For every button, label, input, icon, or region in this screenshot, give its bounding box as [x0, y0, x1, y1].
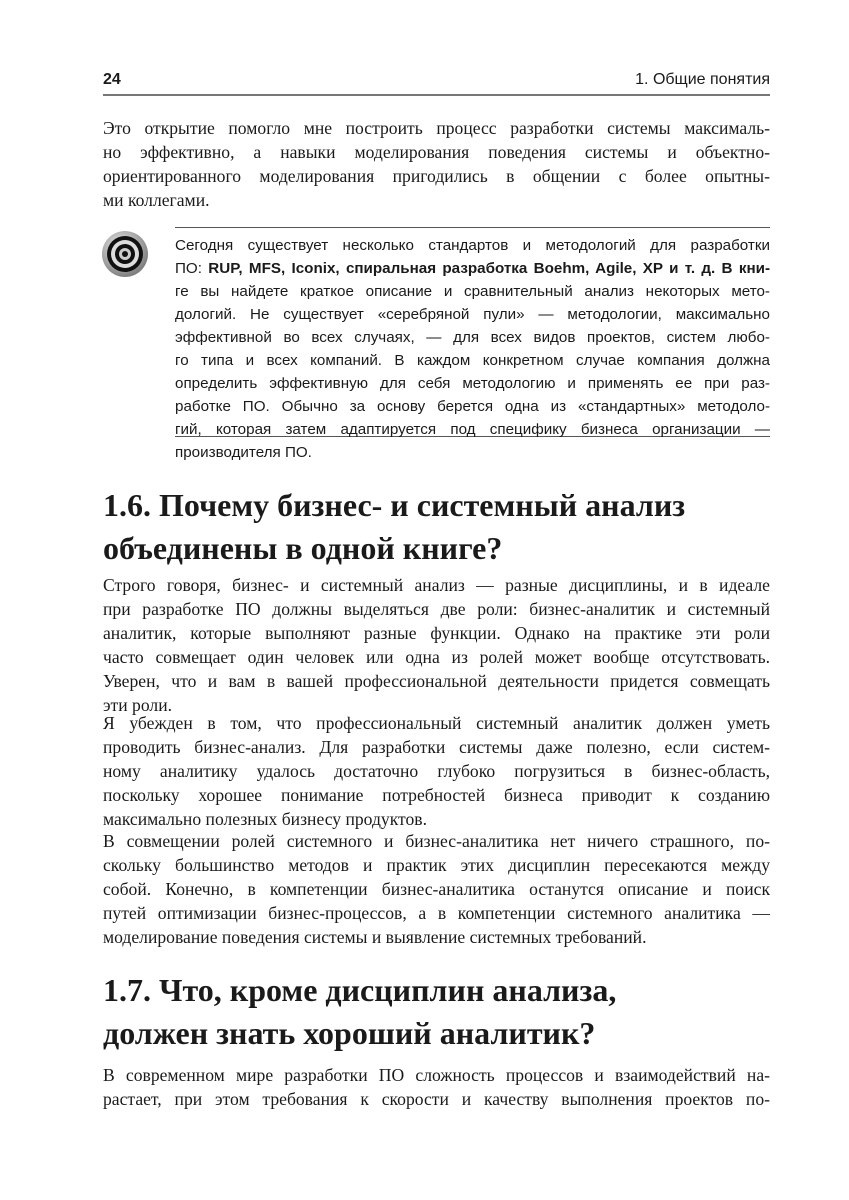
text: гий, которая затем адаптируется под специфику бизнеса организации —	[175, 421, 770, 438]
heading-line: должен знать хороший аналитик?	[103, 1015, 596, 1051]
note-line	[175, 418, 770, 441]
note-line	[175, 395, 770, 418]
text-line: В современном мире разработки ПО сложность процессов и взаимодействий на-	[103, 1065, 770, 1085]
text-line: часто совмещает один человек или одна из ролей может вообще отсутствовать.	[103, 647, 770, 667]
note-line	[175, 441, 770, 464]
text-line: растает, при этом требования к скорости и качеству выполнения проектов по-	[103, 1089, 770, 1109]
note-line	[175, 303, 770, 326]
text-line: поскольку хорошее понимание потребностей бизнеса приводит к созданию	[103, 785, 770, 805]
text-line: при разработке ПО должны выделяться две роли: бизнес-аналитик и системный	[103, 599, 770, 619]
text-line: но эффективно, а навыки моделирования поведения системы и объектно-	[103, 142, 770, 162]
text-line: Уверен, что и вам в вашей профессиональной деятельности придется совмещать	[103, 671, 770, 691]
page-number: 24	[103, 71, 121, 88]
text: Сегодня существует несколько стандартов и методологий для разработки	[175, 237, 770, 254]
text: го типа и всех компаний. В каждом конкретном случае компания должна	[175, 352, 770, 369]
paragraph	[103, 573, 770, 717]
text-line: Я убежден в том, что профессиональный системный аналитик должен уметь	[103, 713, 770, 733]
text: работке ПО. Обычно за основу берется одна из «стандартных» методоло-	[175, 398, 770, 415]
note-line	[175, 372, 770, 395]
note-line	[175, 234, 770, 257]
intro-paragraph	[103, 116, 770, 212]
text-line: ориентированного моделирования пригодились в общении с более опытны-	[103, 166, 770, 186]
paragraph	[103, 829, 770, 949]
text-line: Это открытие помогло мне построить процесс разработки системы максималь-	[103, 118, 770, 138]
text: определить эффективную для себя методологию и применять ее при раз-	[175, 375, 770, 392]
text-line: Строго говоря, бизнес- и системный анализ — разные дисциплины, и в идеале	[103, 575, 770, 595]
section-heading-1-6	[103, 484, 843, 570]
heading-line: 1.6. Почему бизнес- и системный анализ	[103, 487, 686, 523]
text-line: максимально полезных бизнесу продуктов.	[103, 809, 427, 829]
note-line	[175, 326, 770, 349]
text-line: путей оптимизации бизнес-процессов, а в компетенции системного аналитика —	[103, 903, 770, 923]
heading-line: объединены в одной книге?	[103, 530, 503, 566]
section-heading-1-7	[103, 969, 843, 1055]
text-line: В совмещении ролей системного и бизнес-аналитика нет ничего страшного, по-	[103, 831, 770, 851]
text-line: собой. Конечно, в компетенции бизнес-аналитика останутся описание и поиск	[103, 879, 770, 899]
bold-text: RUP, MFS, Iconix, спиральная разработка Boehm, Agile, XP и т. д. В кни-	[208, 260, 771, 277]
text-line: проводить бизнес-анализ. Для разработки системы даже полезно, если систем-	[103, 737, 770, 757]
text: ге вы найдете краткое описание и сравнительный анализ некоторых мето-	[175, 283, 770, 300]
note-line	[175, 257, 770, 280]
text-line: скольку большинство методов и практик этих дисциплин пересекаются между	[103, 855, 770, 875]
text: производителя ПО.	[175, 444, 312, 461]
chapter-title: 1. Общие понятия	[635, 71, 770, 88]
note-line	[175, 280, 770, 303]
text-line: моделирование поведения системы и выявление системных требований.	[103, 927, 647, 947]
running-header	[103, 68, 770, 96]
note-line	[175, 349, 770, 372]
note-box	[175, 227, 771, 461]
text: эффективной во всех случаях, — для всех видов проектов, систем любо-	[175, 329, 770, 346]
text-line: аналитик, которые выполняют разные функции. Однако на практике эти роли	[103, 623, 770, 643]
text: ПО:	[175, 260, 209, 277]
target-icon	[100, 229, 150, 279]
paragraph	[103, 711, 770, 831]
text: дологий. Не существует «серебряной пули» — методологии, максимально	[175, 306, 770, 323]
text-line: ми коллегами.	[103, 190, 210, 210]
text-line: эти роли.	[103, 695, 173, 715]
heading-line: 1.7. Что, кроме дисциплин анализа,	[103, 972, 617, 1008]
paragraph	[103, 1063, 770, 1111]
text-line: ному аналитику удалось достаточно глубоко погрузиться в бизнес-область,	[103, 761, 770, 781]
